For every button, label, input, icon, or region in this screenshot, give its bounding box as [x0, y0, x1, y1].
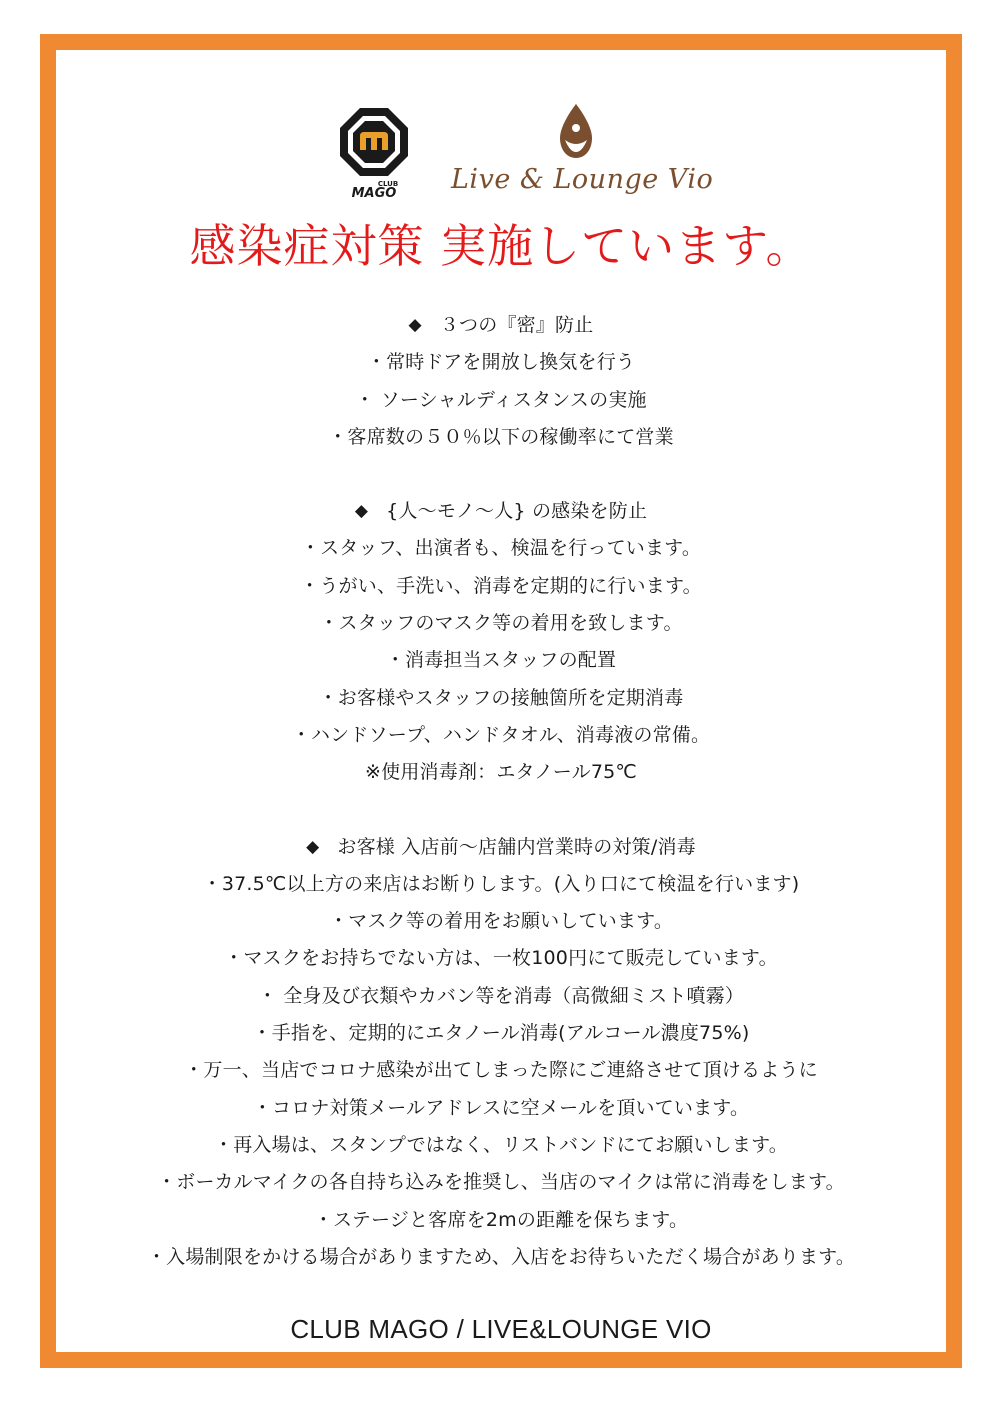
list-item: ・客席数の５０％以下の稼働率にて営業: [328, 425, 674, 448]
list-item: ・再入場は、スタンプではなく、リストバンドにてお願いします。: [214, 1133, 788, 1156]
list-item: ・37.5℃以上方の来店はお断りします。(入り口にて検温を行います): [202, 872, 800, 895]
list-item: ・ボーカルマイクの各自持ち込みを推奨し、当店のマイクは常に消毒をします。: [157, 1171, 845, 1194]
diamond-bullet-icon: ◆: [408, 315, 422, 335]
section-heading: [56, 307, 946, 344]
diamond-bullet-icon: ◆: [306, 836, 320, 857]
list-item: ・ ソーシャルディスタンスの実施: [355, 388, 647, 411]
measures-content: [56, 307, 946, 1276]
footer-venue-names: CLUB MAGO / LIVE&LOUNGE VIO: [290, 1314, 712, 1344]
section-heading: [56, 493, 946, 530]
list-item: ・マスク等の着用をお願いしています。: [328, 910, 674, 933]
section-customer-measures: [56, 829, 946, 1277]
club-mago-hexagon-icon: [338, 106, 410, 198]
section-infection-prevention: [56, 493, 946, 791]
club-mago-small-text: CLUB: [377, 180, 399, 188]
poster-frame: [40, 34, 962, 1368]
section-heading: [56, 829, 946, 866]
section-heading-text: ３つの『密』防止: [439, 314, 594, 336]
club-mago-logo: [338, 106, 410, 198]
list-item: ・ハンドソープ、ハンドタオル、消毒液の常備。: [291, 723, 711, 746]
list-item: ・入場制限をかける場合がありますため、入店をお待ちいただく場合があります。: [146, 1245, 856, 1268]
list-item: ・お客様やスタッフの接触箇所を定期消毒: [318, 686, 684, 709]
vio-name: Live & Lounge Vio: [451, 164, 714, 195]
section-three-c: [56, 307, 946, 456]
list-item: ・ステージと客席を2mの距離を保ちます。: [313, 1208, 689, 1231]
list-item: ・手指を、定期的にエタノール消毒(アルコール濃度75%): [252, 1022, 750, 1045]
list-item: ・消毒担当スタッフの配置: [385, 649, 617, 672]
diamond-bullet-icon: ◆: [354, 501, 369, 522]
list-item: ・ 全身及び衣類やカバン等を消毒（高微細ミスト噴霧）: [257, 984, 745, 1007]
section-heading-text: {人〜モノ〜人} の感染を防止: [386, 500, 648, 523]
list-item: ※使用消毒剤：エタノール75℃: [365, 761, 637, 784]
list-item: ・スタッフ、出演者も、検温を行っています。: [300, 537, 702, 560]
vio-logo: [451, 102, 714, 202]
club-mago-big-text: MAGO: [351, 186, 397, 198]
list-item: ・スタッフのマスク等の着用を致します。: [319, 612, 683, 635]
headline: 感染症対策 実施しています。: [189, 219, 813, 273]
list-item: ・うがい、手洗い、消毒を定期的に行います。: [300, 574, 702, 597]
list-item: ・常時ドアを開放し換気を行う: [366, 351, 636, 374]
section-heading-text: お客様 入店前〜店舗内営業時の対策/消毒: [337, 835, 696, 858]
list-item: ・マスクをお持ちでない方は、一枚100円にて販売しています。: [224, 947, 778, 970]
list-item: ・万一、当店でコロナ感染が出てしまった際にご連絡させて頂けるように: [184, 1059, 818, 1082]
list-item: ・コロナ対策メールアドレスに空メールを頂いています。: [252, 1096, 750, 1119]
vio-drop-icon: [554, 102, 598, 160]
